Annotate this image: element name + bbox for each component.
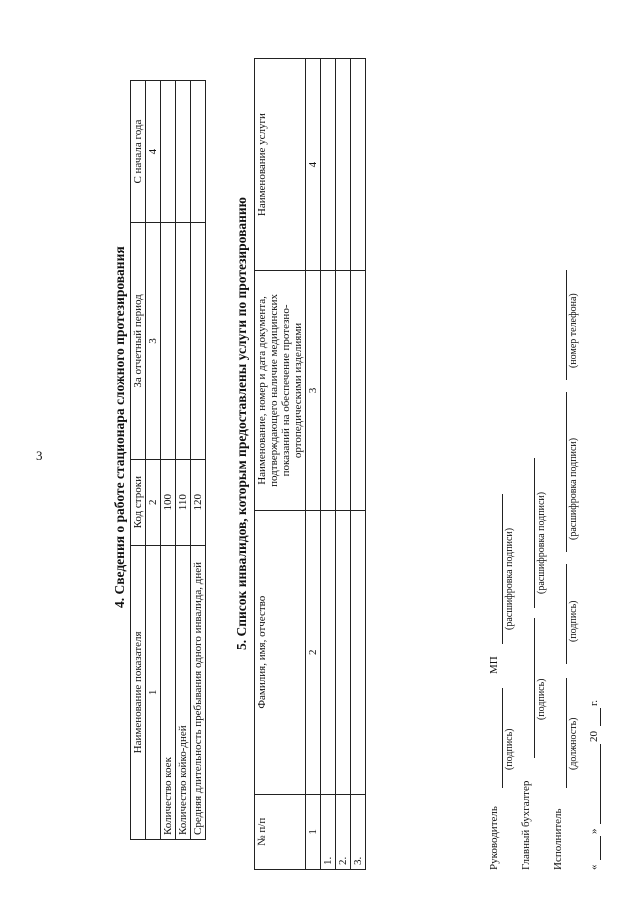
s5-colnum-2: 2 bbox=[306, 510, 321, 794]
s5-cell-fio[interactable] bbox=[351, 510, 366, 794]
head-name-line[interactable] bbox=[502, 494, 503, 644]
section4-title: 4. Сведения о работе стационара сложного протезирования bbox=[112, 246, 127, 608]
head-signature-hint: (подпись) bbox=[504, 728, 515, 770]
date-month-line[interactable] bbox=[600, 744, 601, 824]
executor-signature-hint: (подпись) bbox=[568, 600, 579, 642]
s4-row-name: Количество коек bbox=[161, 545, 176, 839]
page-number: 3 bbox=[36, 448, 43, 463]
executor-position-line[interactable] bbox=[566, 678, 567, 788]
s5-cell-service[interactable] bbox=[351, 59, 366, 271]
s5-cell-document[interactable] bbox=[321, 271, 336, 511]
s5-row-num: 2. bbox=[336, 794, 351, 869]
section5-title: 5. Список инвалидов, которым предоставлены услуги по протезированию bbox=[234, 197, 249, 650]
date-day-line[interactable] bbox=[600, 836, 601, 860]
table-row bbox=[176, 81, 191, 840]
table-row bbox=[336, 59, 351, 870]
table-row bbox=[321, 59, 336, 870]
s4-colnum-1: 1 bbox=[146, 545, 161, 839]
s4-header-period: За отчетный период bbox=[131, 223, 146, 460]
date-close-quote: » bbox=[588, 828, 600, 834]
accountant-name-hint: (расшифровка подписи) bbox=[536, 491, 547, 594]
date-open-quote: « bbox=[588, 864, 600, 870]
s5-header-fio: Фамилия, имя, отчество bbox=[255, 510, 306, 794]
s5-cell-service[interactable] bbox=[321, 59, 336, 271]
table-row bbox=[351, 59, 366, 870]
accountant-signature-line[interactable] bbox=[534, 618, 535, 758]
s5-colnum-1: 1 bbox=[306, 794, 321, 869]
s4-cell-year[interactable] bbox=[176, 81, 191, 223]
section4-table bbox=[130, 80, 206, 840]
s4-cell-period[interactable] bbox=[176, 223, 191, 460]
s5-header-service: Наименование услуги bbox=[255, 59, 306, 271]
executor-name-line[interactable] bbox=[566, 392, 567, 552]
s5-row-num: 1. bbox=[321, 794, 336, 869]
executor-position-hint: (должность) bbox=[568, 717, 579, 770]
table-row bbox=[191, 81, 206, 840]
executor-phone-hint: (номер телефона) bbox=[568, 293, 579, 368]
s4-colnum-3: 3 bbox=[146, 223, 161, 460]
s4-header-name: Наименование показателя bbox=[131, 545, 146, 839]
date-year-line[interactable] bbox=[600, 708, 601, 726]
s4-cell-period[interactable] bbox=[161, 223, 176, 460]
s5-cell-document[interactable] bbox=[336, 271, 351, 511]
s5-row-num: 3. bbox=[351, 794, 366, 869]
s4-row-code: 100 bbox=[161, 459, 176, 545]
s4-row-name: Средняя длительность пребывания одного инвалида, дней bbox=[191, 545, 206, 839]
executor-label: Исполнитель bbox=[552, 808, 564, 870]
s5-header-num: № п/п bbox=[255, 794, 306, 869]
head-signature-line[interactable] bbox=[502, 688, 503, 788]
stamp-label: МП bbox=[488, 656, 500, 674]
rotated-form-sheet bbox=[110, 10, 630, 870]
s4-cell-year[interactable] bbox=[161, 81, 176, 223]
executor-name-hint: (расшифровка подписи) bbox=[568, 437, 579, 540]
s5-colnum-3: 3 bbox=[306, 271, 321, 511]
s4-cell-period[interactable] bbox=[191, 223, 206, 460]
s5-cell-fio[interactable] bbox=[321, 510, 336, 794]
s5-header-document: Наименование, номер и дата документа, подтверждающего наличие медицинских показаний на обеспечение протезно-ортопедическими изделиями bbox=[255, 271, 306, 511]
s4-row-code: 110 bbox=[176, 459, 191, 545]
s4-cell-year[interactable] bbox=[191, 81, 206, 223]
s4-header-year: С начала года bbox=[131, 81, 146, 223]
s5-colnum-4: 4 bbox=[306, 59, 321, 271]
date-year-suffix: г. bbox=[588, 699, 600, 706]
accountant-name-line[interactable] bbox=[534, 458, 535, 608]
s5-cell-document[interactable] bbox=[351, 271, 366, 511]
section5-table bbox=[254, 58, 366, 870]
s4-row-name: Количество койко-дней bbox=[176, 545, 191, 839]
s5-cell-fio[interactable] bbox=[336, 510, 351, 794]
executor-phone-line[interactable] bbox=[566, 270, 567, 380]
s5-cell-service[interactable] bbox=[336, 59, 351, 271]
accountant-signature-hint: (подпись) bbox=[536, 678, 547, 720]
head-label: Руководитель bbox=[488, 806, 500, 870]
s4-row-code: 120 bbox=[191, 459, 206, 545]
s4-colnum-2: 2 bbox=[146, 459, 161, 545]
date-year-prefix: 20 bbox=[588, 731, 600, 742]
s4-header-code: Код строки bbox=[131, 459, 146, 545]
executor-signature-line[interactable] bbox=[566, 564, 567, 664]
head-name-hint: (расшифровка подписи) bbox=[504, 527, 515, 630]
s4-colnum-4: 4 bbox=[146, 81, 161, 223]
table-row bbox=[161, 81, 176, 840]
chief-accountant-label: Главный бухгалтер bbox=[520, 780, 532, 870]
